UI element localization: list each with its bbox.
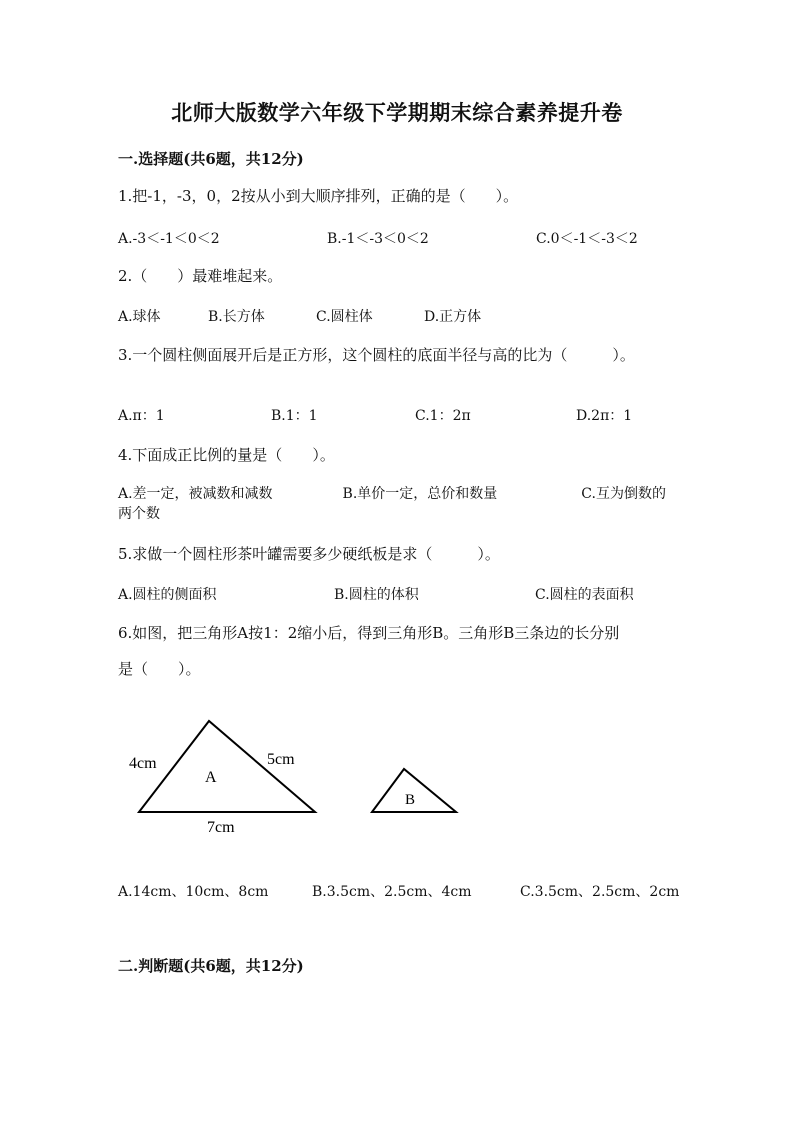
- question-3-option-c[interactable]: C.1：2π: [415, 408, 471, 424]
- question-2-option-b[interactable]: B.长方体: [208, 309, 265, 325]
- question-4-stem: 4.下面成正比例的量是（ ）。: [118, 446, 335, 464]
- question-3-option-d[interactable]: D.2π：1: [576, 408, 633, 424]
- question-6-stem-line1: 6.如图，把三角形A按1：2缩小后，得到三角形B。三角形B三条边的长分别: [118, 624, 620, 642]
- triangle-a-base-label: 7cm: [207, 819, 235, 836]
- question-3-option-a[interactable]: A.π：1: [118, 408, 165, 424]
- question-1-option-c[interactable]: C.0＜-1＜-3＜2: [536, 231, 638, 247]
- section-heading-choice: 一.选择题(共6题，共12分): [118, 150, 304, 168]
- question-6-stem-line2: 是（ ）。: [118, 660, 201, 678]
- question-6-option-b[interactable]: B.3.5cm、2.5cm、4cm: [312, 884, 472, 900]
- question-5-option-c[interactable]: C.圆柱的表面积: [535, 587, 634, 603]
- section-heading-judgment: 二.判断题(共6题，共12分): [118, 957, 304, 975]
- page-title: 北师大版数学六年级下学期期末综合素养提升卷: [171, 100, 623, 125]
- triangle-a-left-side-label: 4cm: [129, 755, 157, 772]
- question-2-option-d[interactable]: D.正方体: [424, 309, 482, 325]
- triangle-a-label: A: [205, 769, 217, 786]
- question-6-option-c[interactable]: C.3.5cm、2.5cm、2cm: [520, 884, 680, 900]
- question-3-stem: 3.一个圆柱侧面展开后是正方形，这个圆柱的底面半径与高的比为（ ）。: [118, 346, 635, 364]
- question-4-options[interactable]: A.差一定，被减数和减数 B.单价一定，总价和数量 C.互为倒数的两个数: [118, 486, 666, 522]
- question-1-option-a[interactable]: A.-3＜-1＜0＜2: [118, 231, 220, 247]
- question-5-option-b[interactable]: B.圆柱的体积: [334, 587, 419, 603]
- question-1-stem: 1.把-1，-3，0，2按从小到大顺序排列，正确的是（ ）。: [118, 187, 519, 205]
- question-5-stem: 5.求做一个圆柱形茶叶罐需要多少硬纸板是求（ ）。: [118, 545, 500, 563]
- question-6-option-a[interactable]: A.14cm、10cm、8cm: [118, 884, 269, 900]
- triangle-a-right-side-label: 5cm: [267, 751, 295, 768]
- question-1-option-b[interactable]: B.-1＜-3＜0＜2: [327, 231, 429, 247]
- question-2-stem: 2.（ ）最难堆起来。: [118, 267, 283, 285]
- question-3-option-b[interactable]: B.1：1: [271, 408, 318, 424]
- question-5-option-a[interactable]: A.圆柱的侧面积: [118, 587, 217, 603]
- question-2-option-a[interactable]: A.球体: [118, 309, 161, 325]
- question-2-option-c[interactable]: C.圆柱体: [316, 309, 373, 325]
- triangle-b-label: B: [405, 792, 416, 808]
